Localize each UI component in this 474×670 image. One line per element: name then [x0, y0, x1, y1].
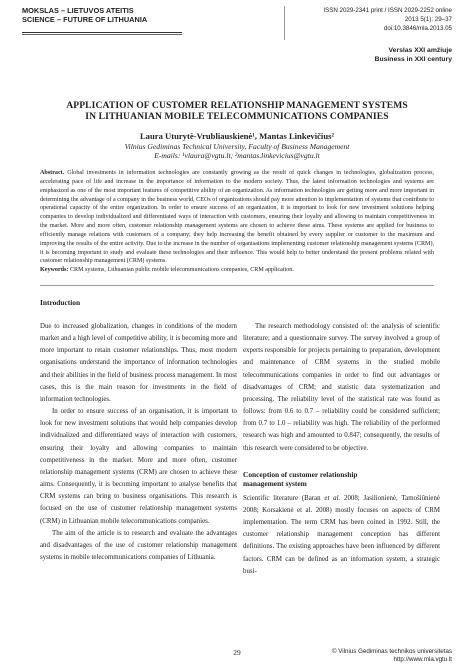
article-title-line2: IN LITHUANIAN MOBILE TELECOMMUNICATIONS COMPANIES: [85, 111, 389, 122]
left-paragraph-1: Due to increased globalization, changes in conditions of the modern market and a high level of competitive ability, it is becoming more and more important to retain customer relationships. Thus, most modern organisations understand the importance of information technologies and their abilities in the field of business process management. In most cases, this is the main reason for investments in the field of information technologies.: [40, 323, 237, 403]
keywords-text: CRM systems, Lithuanian public mobile telecommunications companies, CRM application.: [69, 267, 294, 273]
conception-heading-line2: management system: [243, 478, 307, 488]
section-label-en: Business in XXI century: [374, 56, 452, 63]
left-paragraph-2: In order to ensure success of an organisation, it is important to look for new investment solutions that would help companies develop individualized and differentiated ways of interaction with customers, ensuring their loyalty and allowing companies to maintain competitiveness in the market. More and more often, customer relationship management systems (CRM) are chosen to achieve these aims. Consequently, it is becoming important to analyse benefits that CRM systems can bring to business organisations. This research is focused on the use of customer relationship management systems (CRM) in Lithuanian mobile telecommunications companies.: [40, 408, 237, 525]
volume-line: 2013 5(1): 29–37: [404, 16, 452, 23]
left-paragraph-3: The aim of the article is to research and evaluate the advantages and disadvantages of the use of customer relationship management systems in mobile telecommunications companies of Lithuania.: [40, 529, 237, 561]
conception-heading: [243, 470, 440, 488]
author-emails: E-mails: ¹vlaura@vgtu.lt; ²mantas.linkevicius@vgtu.lt: [154, 151, 320, 160]
issn-line: ISSN 2029-2341 print / ISSN 2029-2252 online: [323, 7, 452, 14]
abstract-divider: [40, 285, 434, 286]
article-authors: Laura Uturytė-Vrubliauskienė¹, Mantas Linkevičius²: [139, 131, 335, 141]
body-columns: [0, 298, 474, 643]
right-paragraph-2-rest: 2008; Jasilionienė, Tamošiūnienė 2008; Korsakienė et al. 2008) mostly focuses on aspects of CRM implementation. The term CRM has been coined in 1992. Still, the customer relationship management conception has different definitions. The existing approaches have been influenced by different factors. CRM can be defined as an information system, a strategic busi-: [243, 494, 440, 575]
page-number: 29: [233, 648, 241, 657]
journal-rule: [22, 32, 182, 33]
journal-name-lt: MOKSLAS – LIETUVOS ATEITIS: [22, 6, 134, 15]
abstract-text: Global investments in information technologies are constantly growing as the result of quick changes in technologies, globalization process, accelerating pace of life and increase in the importance of information to the modern society. Thus, the latest information technologies and systems are emphasized as one of the most important features of competitive ability of an organization. As information technologies are getting more and more important in determining the advantage of a company in the business world, CEOs of organizations should pay more attention to implementation of systems that contribute to operational capacity of the entire organization. In order to ensure success of an organization, it is important to look for new investment solutions helping companies to develop individualized and differentiated ways of interaction with customers, ensuring their loyalty and allowing to maintain competitiveness in the market. More and more often, customer relationship management systems are chosen to achieve these aims. These systems are applied for business to efficiently manage relations with customers of a company; they help increasing the benefit obtained by every supplier or customer to the maximum and improving the results of the entire activity. Due to the increase in the number of organisations implementing customer relationship management systems (CRM), it is becoming important to study and evaluate these technologies and their influence. This would help to better understand the present problems related with customer relationship management (CRM) systems.: [40, 170, 434, 265]
abstract-label: Abstract.: [40, 170, 65, 176]
abstract: [40, 169, 434, 266]
copyright: [332, 648, 452, 664]
journal-rule-thin: [22, 34, 182, 41]
author-affiliation: [40, 142, 434, 160]
keywords: [40, 266, 434, 275]
journal-name-en: SCIENCE – FUTURE OF LITHUANIA: [22, 15, 148, 24]
affiliation-line: Vilnius Gediminas Technical University, Faculty of Business Management: [124, 142, 350, 151]
issn-block: [242, 6, 452, 33]
conception-heading-line1: Conception of customer relationship: [243, 469, 358, 479]
article-title: [40, 100, 434, 122]
introduction-heading: Introduction: [40, 298, 81, 307]
right-column: [243, 298, 440, 578]
keywords-label: Keywords:: [40, 267, 69, 273]
section-label: [375, 46, 452, 64]
section-label-lt: Verslas XXI amžiuje: [388, 47, 452, 54]
right-paragraph-1: The research methodology consisted of: the analysis of scientific literature; and a questionnaire survey. The survey involved a group of experts responsible for projects pertaining to preparation, development and maintenance of CRM systems in the studied mobile telecommunications companies in order to find out advantages or disadvantages of CRM; and statistic data systematization and processing. The reliability level of the statistical rate was found as follows: from 0.6 to 0.7 – reliability could be considered sufficient; from 0.7 to 1.0 – reliability was high. The reliability of the performed research was high and amounted to 0.847; consequently, the results of this research were considered to be objective.: [243, 323, 440, 452]
right-paragraph-2: [243, 493, 440, 578]
journal-url: http://www.mla.vgtu.lt: [393, 656, 452, 663]
right-paragraph-2-start: Scientific literature (Baran: [243, 494, 325, 502]
right-paragraph-2-etal: et al.: [324, 494, 341, 502]
copyright-line: © Vilnius Gediminas technikos universitetas: [331, 648, 452, 655]
left-column: [40, 298, 237, 564]
journal-header: [22, 6, 452, 62]
doi-line: doi:10.3846/mla.2013.05: [383, 25, 452, 32]
article-title-line1: APPLICATION OF CUSTOMER RELATIONSHIP MANAGEMENT SYSTEMS: [66, 100, 408, 111]
